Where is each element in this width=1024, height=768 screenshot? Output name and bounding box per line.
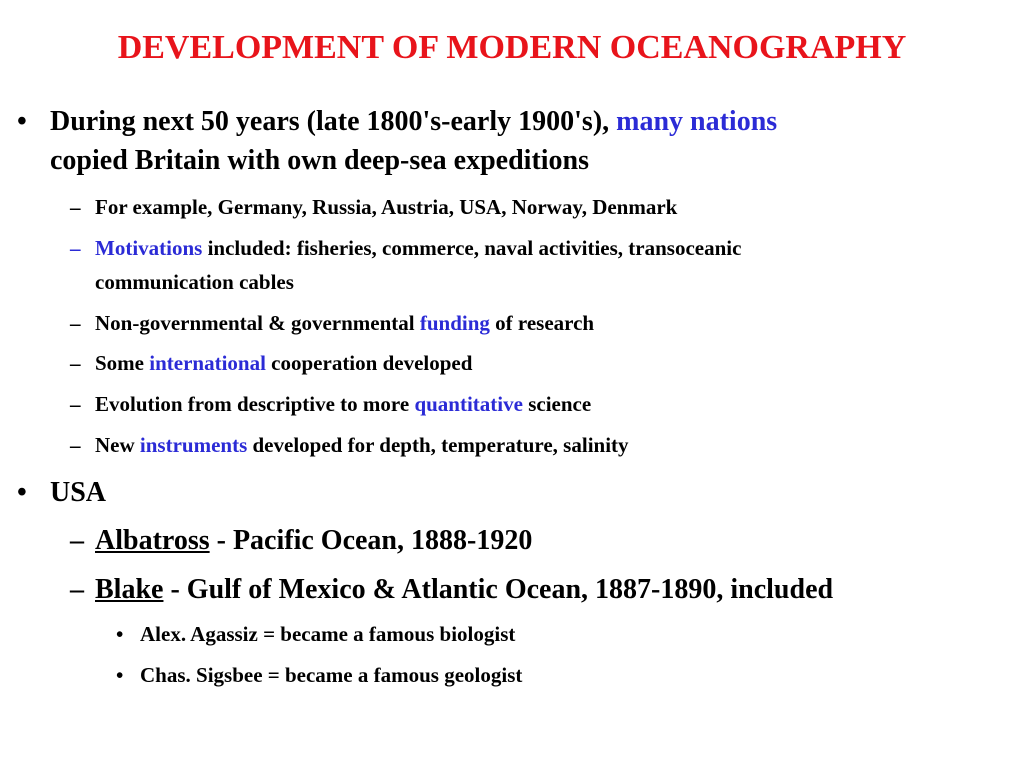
dash-marker: – (70, 195, 81, 219)
ship-name-albatross: Albatross (95, 525, 210, 556)
highlight-motivations: Motivations (95, 236, 203, 260)
bullet-text: USA (50, 477, 107, 508)
dash-marker: – (70, 351, 81, 375)
sub-bullet-text (95, 306, 1000, 340)
sub-bullet-text: For example, Germany, Russia, Austria, USA, Norway, Denmark (95, 195, 678, 219)
text-segment: science (528, 392, 592, 416)
bullet-marker: • (17, 106, 27, 137)
bullet-text-line2: copied Britain with own deep-sea expeditions (50, 145, 590, 176)
sub-bullet-text-line2: communication cables (95, 270, 294, 294)
sub-bullet-text (95, 428, 1000, 462)
highlight-funding: funding (419, 311, 490, 335)
text-segment: cooperation developed (271, 351, 473, 375)
ship-name-blake: Blake (95, 574, 164, 605)
bullet-marker: • (116, 663, 124, 687)
text-segment: - Gulf of Mexico & Atlantic Ocean, 1887-1890, included (163, 574, 834, 605)
highlight-international: international (149, 351, 266, 375)
text-segment: developed for depth, temperature, salinity (252, 433, 629, 457)
text-segment: of research (495, 311, 595, 335)
dash-marker: – (70, 236, 81, 260)
dash-marker: – (70, 574, 84, 605)
text-segment: New (95, 433, 135, 457)
text-segment: included: fisheries, commerce, naval activities, transoceanic (207, 236, 742, 260)
bullet-text (50, 103, 777, 141)
text-segment: Non-governmental & governmental (95, 311, 415, 335)
text-segment: During next 50 years (late 1800's-early 1900's), (50, 106, 610, 137)
text-segment: Evolution from descriptive to more (95, 392, 410, 416)
highlight-quantitative: quantitative (414, 392, 523, 416)
sub-bullet-text (95, 387, 1000, 421)
text-segment: Some (95, 351, 144, 375)
sub-bullet-text (95, 522, 532, 560)
item-text: Alex. Agassiz = became a famous biologist (140, 622, 516, 646)
item-text: Chas. Sigsbee = became a famous geologist (140, 663, 523, 687)
highlight-many-nations: many nations (616, 106, 778, 137)
sub-bullet-text (95, 231, 1000, 265)
highlight-instruments: instruments (139, 433, 248, 457)
bullet-marker: • (17, 477, 27, 508)
sub-bullet-text (95, 346, 1000, 380)
slide-title: DEVELOPMENT OF MODERN OCEANOGRAPHY (117, 29, 907, 66)
dash-marker: – (70, 525, 84, 556)
text-segment: - Pacific Ocean, 1888-1920 (209, 525, 533, 556)
sub-bullet-text (95, 571, 833, 609)
dash-marker: – (70, 433, 81, 457)
dash-marker: – (70, 392, 81, 416)
dash-marker: – (70, 311, 81, 335)
bullet-marker: • (116, 622, 124, 646)
